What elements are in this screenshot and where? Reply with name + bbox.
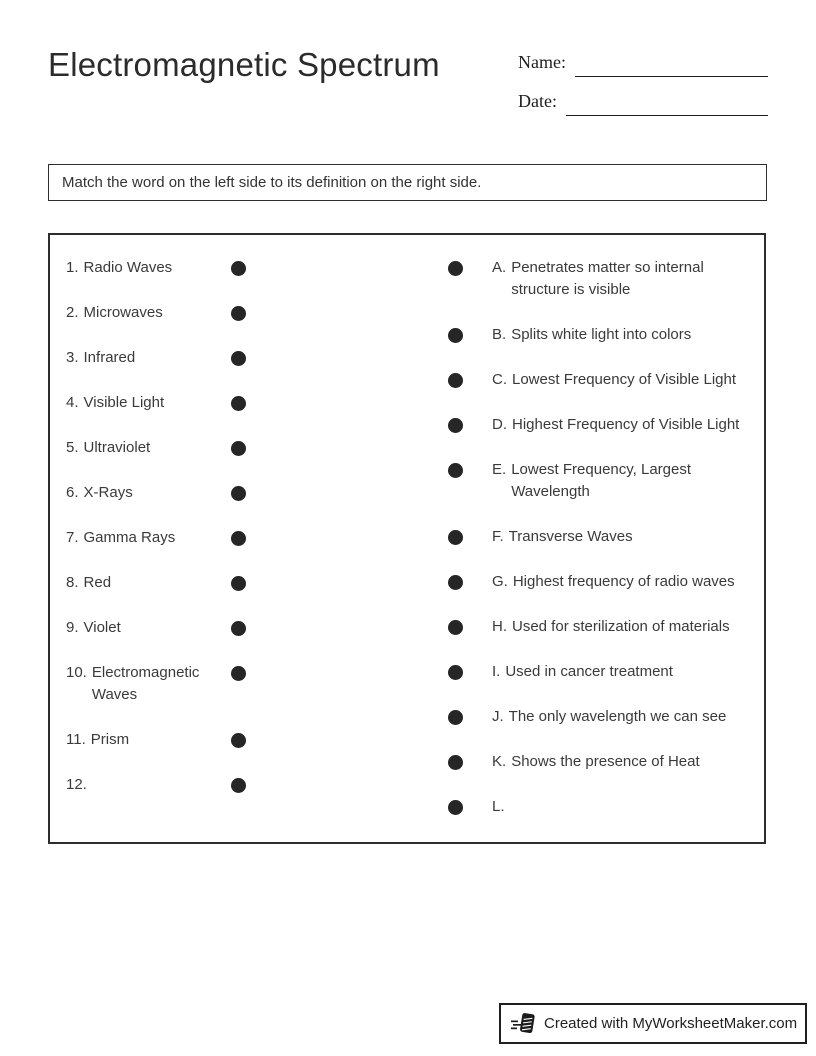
match-item-label: X-Rays [83, 484, 133, 501]
match-item-body [492, 257, 746, 301]
match-row-left [66, 347, 256, 369]
match-row-left [66, 662, 256, 706]
match-item-number: 7. [66, 529, 79, 546]
match-item-letter: I. [492, 663, 501, 680]
match-row-left [66, 729, 256, 751]
match-item-label: Transverse Waves [508, 528, 633, 545]
match-item-number: 6. [66, 484, 79, 501]
match-item-body [492, 706, 726, 728]
match-row-right [448, 526, 750, 548]
match-row-right [448, 616, 750, 638]
match-row-left [66, 257, 256, 279]
match-item-body [492, 459, 746, 503]
match-item-body [492, 324, 691, 346]
match-item-label: Used in cancer treatment [505, 663, 673, 680]
match-item-body [492, 369, 736, 391]
match-dot [448, 418, 463, 433]
match-item-label: Prism [90, 731, 130, 748]
match-dot [231, 306, 246, 321]
match-row-right [448, 571, 750, 593]
match-item-label: Violet [83, 619, 121, 636]
match-dot [231, 441, 246, 456]
match-row-right [448, 796, 750, 818]
match-row-right [448, 706, 750, 728]
match-dot [448, 620, 463, 635]
match-dot [448, 463, 463, 478]
match-dot [231, 531, 246, 546]
name-row [518, 50, 768, 77]
match-item-number: 3. [66, 349, 79, 366]
match-dot [231, 778, 246, 793]
match-row-right [448, 369, 750, 391]
match-row-left [66, 617, 256, 639]
match-item-label: Red [83, 574, 112, 591]
match-dot [231, 576, 246, 591]
match-row-left [66, 302, 256, 324]
match-dot [448, 800, 463, 815]
match-item-body [492, 661, 673, 683]
match-row-left [66, 392, 256, 414]
match-item-body [492, 796, 510, 818]
match-item-letter: E. [492, 461, 507, 478]
match-item-label: Lowest Frequency of Visible Light [512, 371, 737, 388]
left-column [66, 257, 256, 819]
match-item-number: 10. [66, 664, 87, 681]
match-dot [231, 733, 246, 748]
match-item-number: 5. [66, 439, 79, 456]
match-item-letter: A. [492, 259, 507, 276]
match-dot [448, 575, 463, 590]
match-row-right [448, 257, 750, 301]
match-item-label: Shows the presence of Heat [511, 753, 700, 770]
match-item-label: Used for sterilization of materials [512, 618, 730, 635]
match-item-label: Visible Light [83, 394, 165, 411]
date-row [518, 89, 768, 116]
match-dot [448, 261, 463, 276]
match-dot [231, 621, 246, 636]
match-dot [448, 373, 463, 388]
date-label: Date: [518, 91, 557, 111]
match-row-right [448, 751, 750, 773]
match-item-label: Splits white light into colors [511, 326, 692, 343]
match-row-left [66, 527, 256, 549]
footer-credit-text: Created with MyWorksheetMaker.com [544, 1015, 798, 1032]
match-dot [231, 666, 246, 681]
match-dot [448, 665, 463, 680]
match-row-right [448, 324, 750, 346]
footer-credit-box [499, 1003, 807, 1044]
match-item-number: 4. [66, 394, 79, 411]
match-dot [231, 396, 246, 411]
match-item-label: Lowest Frequency, Largest Wavelength [511, 461, 692, 500]
match-item-label: Electromagnetic Waves [91, 664, 200, 703]
match-item-letter: H. [492, 618, 507, 635]
match-item-letter: C. [492, 371, 507, 388]
match-item-number: 9. [66, 619, 79, 636]
match-item-number: 12. [66, 776, 87, 793]
match-item-label: Highest Frequency of Visible Light [512, 416, 740, 433]
match-item-number: 8. [66, 574, 79, 591]
match-item-number: 11. [66, 731, 86, 748]
match-item-letter: G. [492, 573, 508, 590]
instructions-box [48, 164, 767, 201]
match-item-body [492, 751, 700, 773]
worksheet-maker-logo-icon [510, 1010, 537, 1037]
match-dot [231, 351, 246, 366]
match-item-letter: B. [492, 326, 507, 343]
match-item-label: The only wavelength we can see [508, 708, 727, 725]
match-item-label: Radio Waves [83, 259, 173, 276]
name-label: Name: [518, 52, 566, 72]
match-row-right [448, 459, 750, 503]
matching-box [48, 233, 766, 844]
match-item-letter: K. [492, 753, 507, 770]
match-item-label: Microwaves [83, 304, 163, 321]
match-item-body [492, 526, 633, 548]
match-item-body [492, 414, 739, 436]
match-row-left [66, 572, 256, 594]
match-item-label: Gamma Rays [83, 529, 176, 546]
instructions-text: Match the word on the left side to its definition on the right side. [62, 174, 482, 191]
right-column [448, 257, 750, 841]
match-item-body [492, 616, 730, 638]
match-dot [231, 261, 246, 276]
match-item-label: Infrared [83, 349, 136, 366]
match-dot [448, 710, 463, 725]
match-row-right [448, 661, 750, 683]
match-row-right [448, 414, 750, 436]
match-item-letter: J. [492, 708, 504, 725]
match-item-body [492, 571, 735, 593]
match-item-label: Highest frequency of radio waves [512, 573, 735, 590]
match-dot [231, 486, 246, 501]
match-item-letter: L. [492, 798, 505, 815]
match-row-left [66, 482, 256, 504]
match-dot [448, 328, 463, 343]
match-item-label [92, 774, 224, 796]
match-item-label: Ultraviolet [83, 439, 151, 456]
page-title: Electromagnetic Spectrum [48, 46, 440, 83]
match-item-letter: D. [492, 416, 507, 433]
match-item-label: Penetrates matter so internal structure is visible [511, 259, 704, 298]
name-blank-line [575, 76, 768, 77]
date-blank-line [566, 115, 768, 116]
name-date-block [518, 50, 768, 128]
match-item-number: 1. [66, 259, 79, 276]
match-item-number: 2. [66, 304, 79, 321]
match-row-left [66, 774, 256, 796]
match-item-letter: F. [492, 528, 504, 545]
match-row-left [66, 437, 256, 459]
match-dot [448, 755, 463, 770]
match-dot [448, 530, 463, 545]
